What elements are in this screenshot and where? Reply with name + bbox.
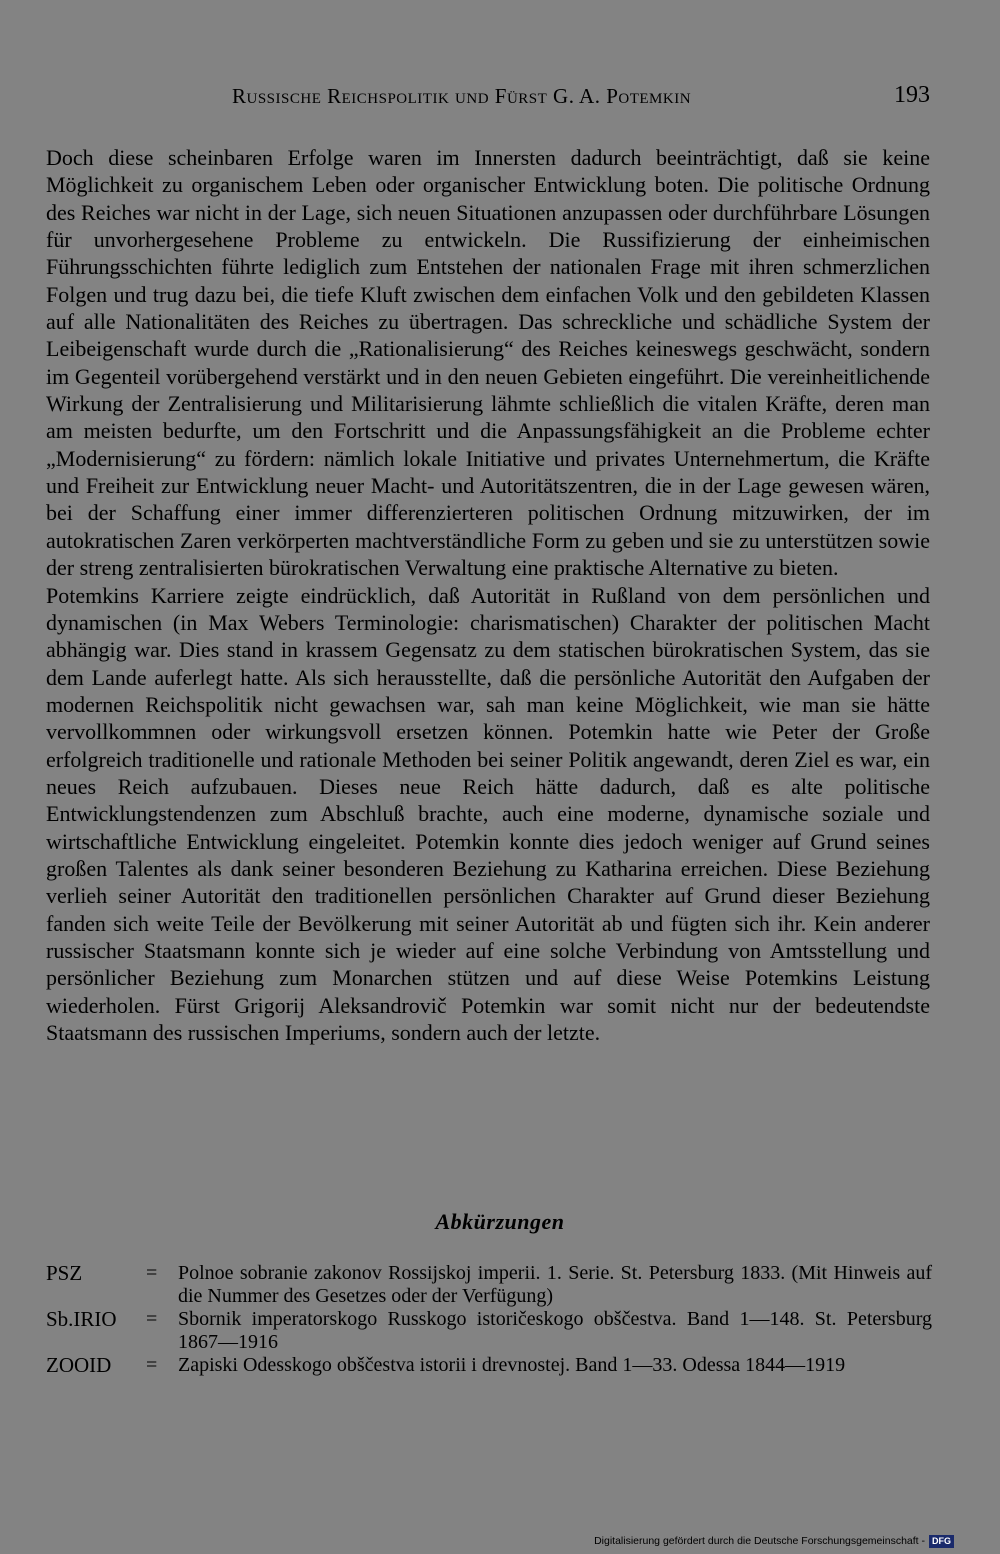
- abbreviation-definition: Polnoe sobranie zakonov Rossijskoj imperii. 1. Serie. St. Petersburg 1833. (Mit Hinweis auf die Nummer des Gesetzes oder der Verfügung): [178, 1262, 932, 1307]
- running-head: [0, 84, 1000, 114]
- abbreviation-key: Sb.IRIO: [46, 1307, 117, 1331]
- page-number: 193: [894, 82, 930, 108]
- equals-sign: =: [146, 1308, 158, 1330]
- section-heading-abbreviations: Abkürzungen: [435, 1209, 565, 1234]
- abbreviation-key: ZOOID: [46, 1353, 112, 1377]
- abbreviation-definition: Sbornik imperatorskogo Russkogo istoričeskogo obščestva. Band 1—148. St. Petersburg 1867—1916: [178, 1308, 932, 1353]
- abbreviation-entry: [46, 1308, 932, 1353]
- equals-sign: =: [146, 1354, 158, 1376]
- paragraph: Potemkins Karriere zeigte eindrücklich, daß Autorität in Rußland von dem persönlichen und dynamischen (in Max Webers Terminologie: charismatischen) Charakter der politischen Macht abhängig war. Dies stand in krassem Gegensatz zu dem statischen bürokratischen System, das sie dem Lande auferlegt hatte. Als sich herausstellte, daß die persönliche Autorität den Aufgaben der modernen Reichspolitik nicht gewachsen war, sah man keine Möglichkeit, wie man sie hätte vervollkommnen oder wirkungsvoll ersetzen können. Potemkin hatte wie Peter der Große erfolgreich traditionelle und rationale Methoden bei seiner Politik angewandt, deren Ziel es war, ein neues Reich aufzubauen. Dieses neue Reich hätte dadurch, daß es alte politische Entwicklungstendenzen zum Abschluß brachte, auch eine moderne, dynamische soziale und wirtschaftliche Entwicklung eingeleitet. Potemkin konnte dies jedoch weniger auf Grund seines großen Talentes als dank seiner besonderen Beziehung zu Katharina erreichen. Diese Beziehung verlieh seiner Autorität den traditionellen persönlichen Charakter auf Grund dieser Beziehung fanden sich weite Teile der Bevölkerung mit seiner Autorität ab und fügten sich ihr. Kein anderer russischer Staatsmann konnte sich je wieder auf eine solche Verbindung von Amtsstellung und persönlicher Beziehung zum Monarchen stützen und auf diese Weise Potemkins Leistung wiederholen. Fürst Grigorij Aleksandrovič Potemkin war somit nicht nur der bedeutendste Staatsmann des russischen Imperiums, sondern auch der letzte.: [46, 582, 930, 1045]
- body-text: [46, 144, 930, 1046]
- abbreviation-entry: [46, 1262, 932, 1307]
- equals-sign: =: [146, 1262, 158, 1284]
- running-title: Russische Reichspolitik und Fürst G. A. Potemkin: [232, 84, 692, 108]
- dfg-logo-icon: DFG: [929, 1535, 954, 1548]
- credit-text: Digitalisierung gefördert durch die Deutsche Forschungsgemeinschaft -: [594, 1535, 925, 1547]
- abbreviation-definition: Zapiski Odesskogo obščestva istorii i drevnostej. Band 1—33. Odessa 1844—1919: [178, 1354, 846, 1376]
- digitization-credit: [594, 1534, 954, 1548]
- abbreviation-list: [46, 1262, 932, 1378]
- abbreviation-entry: [46, 1354, 932, 1377]
- paragraph: Doch diese scheinbaren Erfolge waren im Innersten dadurch beeinträchtigt, daß sie keine Möglichkeit zu organischem Leben oder organischer Entwicklung boten. Die politische Ordnung des Reiches war nicht in der Lage, sich neuen Situationen anzupassen oder durchführbare Lösungen für unvorhergesehene Probleme zu entwickeln. Die Russifizierung der einheimischen Führungsschichten führte lediglich zum Entstehen der nationalen Frage mit ihren schmerzlichen Folgen und trug dazu bei, die tiefe Kluft zwischen dem einfachen Volk und den gebildeten Klassen auf alle Nationalitäten des Reiches zu übertragen. Das schreckliche und schädliche System der Leibeigenschaft wurde durch die „Rationalisierung“ des Reiches keineswegs geschwächt, sondern im Gegenteil vorübergehend verstärkt und in den neuen Gebieten eingeführt. Die vereinheitlichende Wirkung der Zentralisierung und Militarisierung lähmte schließlich die vitalen Kräfte, deren man am meisten bedurfte, um den Fortschritt und die Anpassungsfähigkeit an die Probleme echter „Modernisierung“ zu fördern: nämlich lokale Initiative und privates Unternehmertum, die Kräfte und Freiheit zur Entwicklung neuer Macht- und Autoritätszentren, die in der Lage gewesen wären, bei der Schaffung einer immer differenzierteren politischen Ordnung mitzuwirken, der im autokratischen Zaren verkörperten machtverständliche Form zu geben und sie zu unterstützen sowie der streng zentralisierten bürokratischen Verwaltung eine praktische Alternative zu bieten.: [46, 145, 930, 581]
- abbreviation-key: PSZ: [46, 1261, 83, 1285]
